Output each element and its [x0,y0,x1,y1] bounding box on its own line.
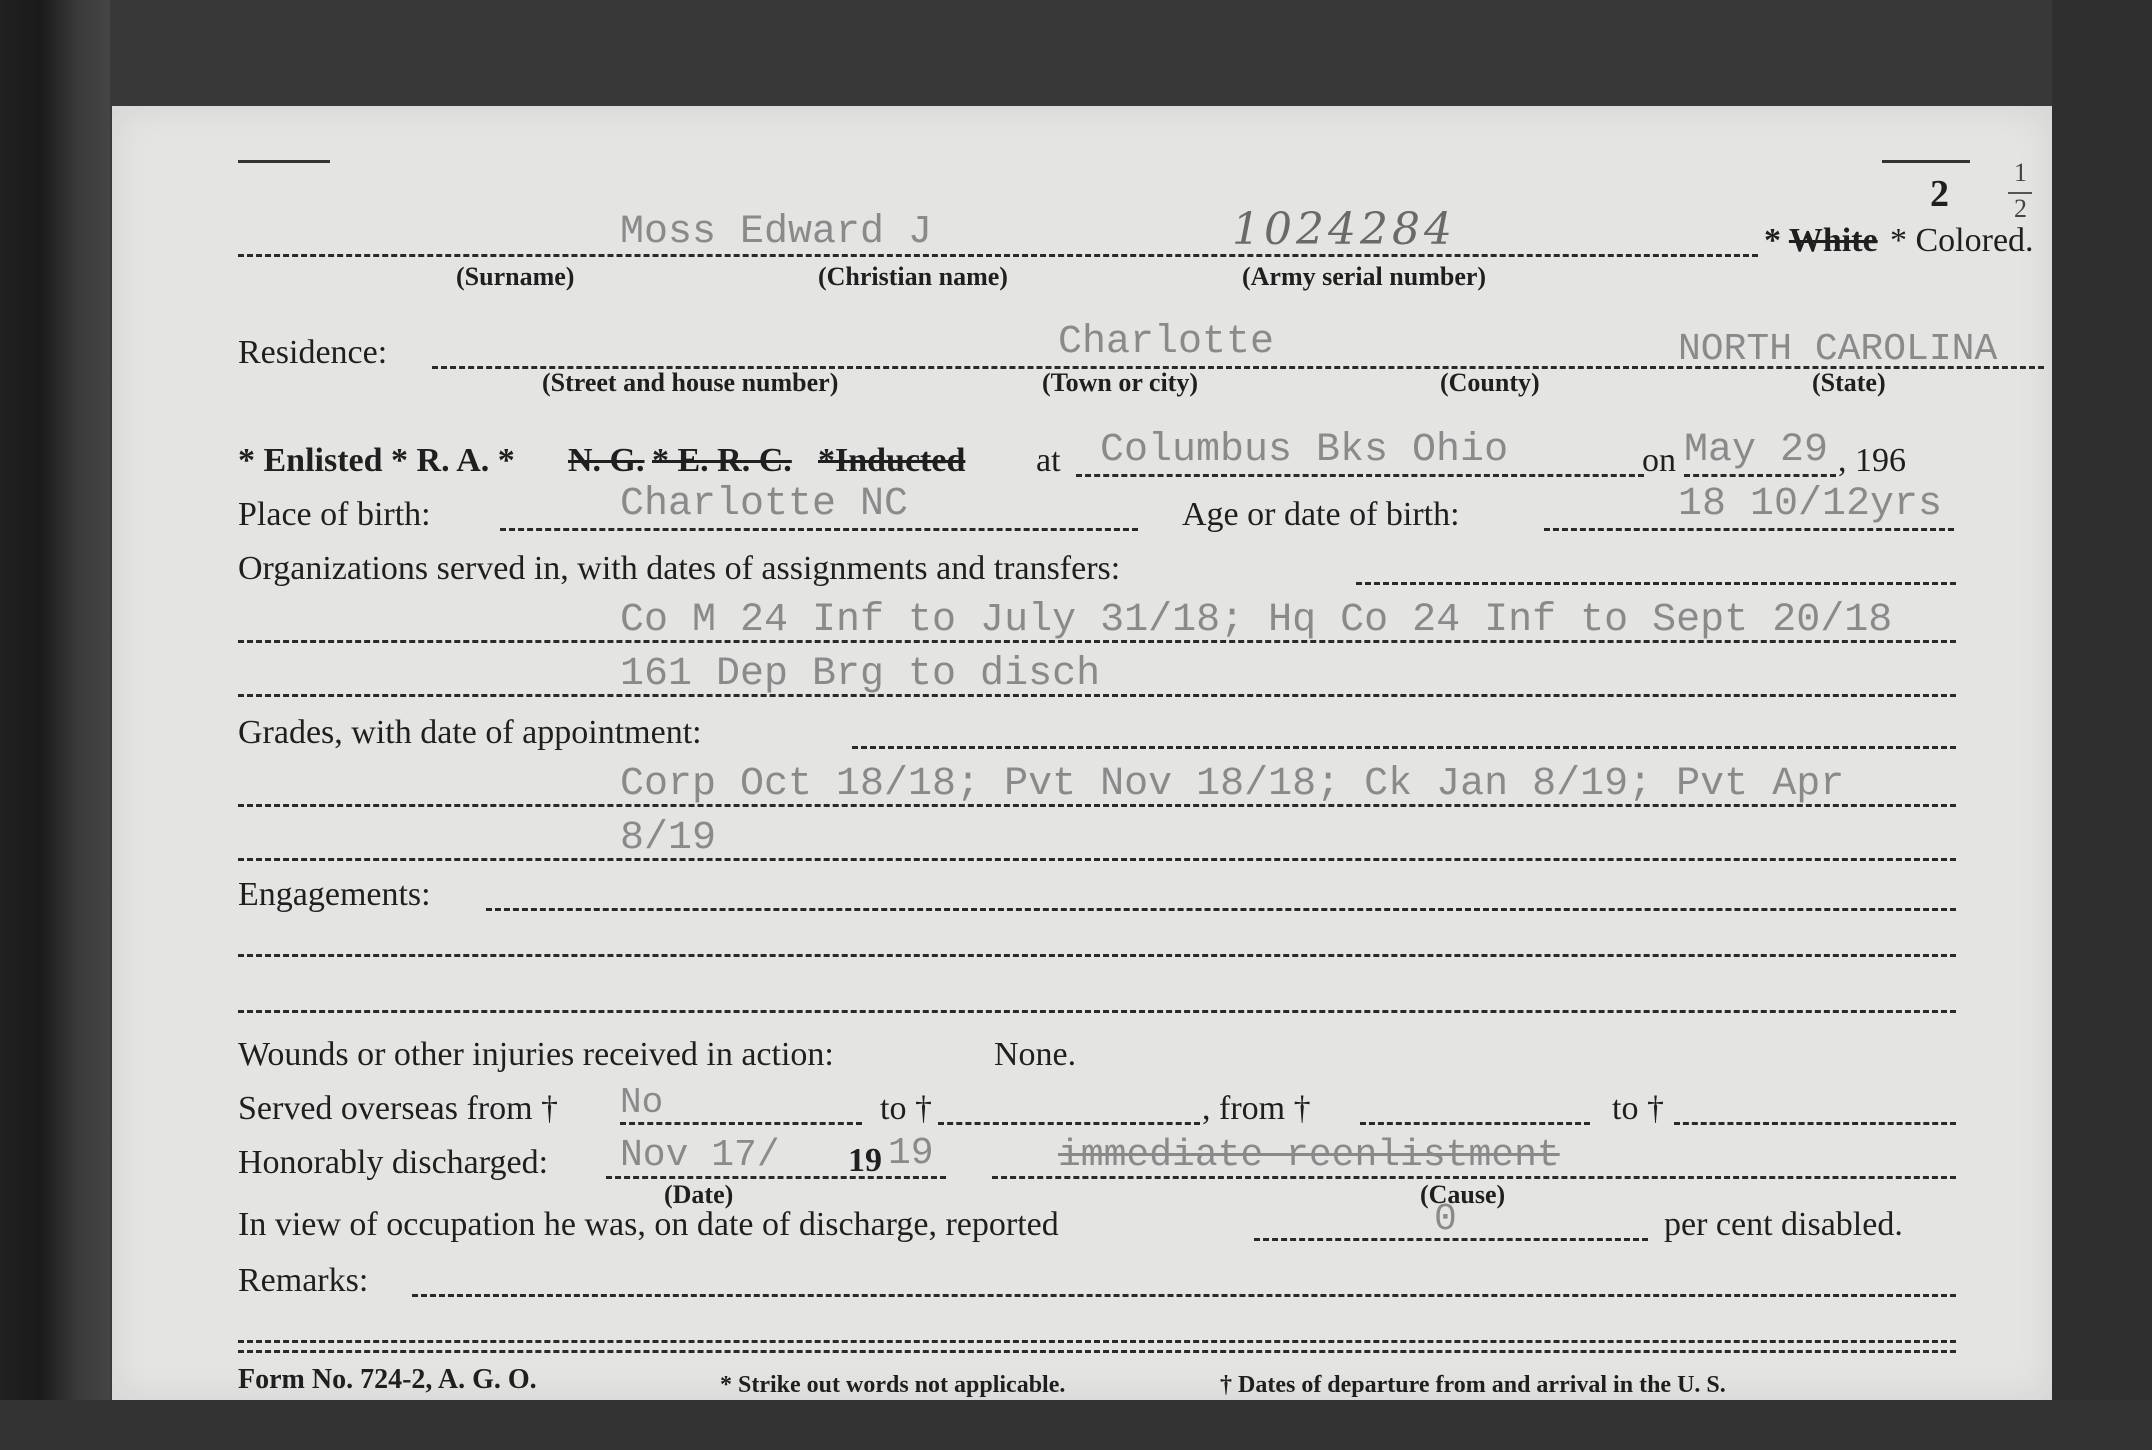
grades-line-2 [238,858,1956,861]
engagements-line-2 [238,1010,1956,1013]
organizations-line2-value: 161 Dep Brg to disch [620,652,1101,697]
surname-name-value: Moss Edward J [620,210,933,255]
discharged-label: Honorably discharged: [238,1144,549,1181]
grades-line-1 [238,804,1956,807]
label-serial-number: (Army serial number) [1242,262,1487,291]
discharged-date-value: Nov 17/ [620,1134,780,1177]
overseas-from-line-2 [1360,1122,1590,1125]
discharged-cause-value: immediate reenlistment [1058,1134,1560,1177]
organizations-line-0 [1356,582,1956,585]
overseas-from-line [620,1122,862,1125]
remarks-line-0 [412,1294,1956,1297]
inducted-year: , 196 [1838,442,1906,479]
service-record-card [112,106,2052,1400]
grades-line1-value: Corp Oct 18/18; Pvt Nov 18/18; Ck Jan 8/19; Pvt Apr [620,762,1845,807]
grades-line2-value: 8/19 [620,816,717,861]
inducted-date-line [1684,474,1836,477]
footnote-strike: * Strike out words not applicable. [720,1372,1066,1398]
footnote-dates: † Dates of departure from and arrival in the U. S. [1220,1372,1726,1398]
birth-place-line [500,528,1138,531]
name-line [238,254,1758,257]
organizations-line-2 [238,694,1956,697]
discharged-date-line [606,1176,946,1179]
birth-place-label: Place of birth: [238,496,431,533]
serial-number-value: 1024284 [1232,204,1456,255]
label-county: (County) [1440,368,1540,397]
overseas-to-label-2: to † [1612,1090,1664,1127]
grades-label: Grades, with date of appointment: [238,714,702,751]
scan-background-left [0,0,110,1450]
overseas-from-label-2: , from † [1202,1090,1311,1127]
residence-city-value: Charlotte [1058,320,1275,365]
overseas-label: Served overseas from † [238,1090,559,1127]
wounds-label: Wounds or other injuries received in action: [238,1036,834,1073]
remarks-label: Remarks: [238,1262,369,1299]
page-number: 2 [1930,173,1949,215]
overseas-to-label: to † [880,1090,932,1127]
enlisted-erc: * E. R. C. [652,442,792,479]
fraction-denominator: 2 [2014,194,2027,223]
discharged-year-print: 19 [848,1142,882,1179]
engagements-line-1 [238,954,1956,957]
race-white: * White [1764,222,1878,259]
remarks-line-1 [238,1340,1956,1343]
overseas-to-line-2 [1674,1122,1956,1125]
enlisted-ng: N. G. [568,442,645,479]
disability-label: In view of occupation he was, on date of discharge, reported [238,1206,1059,1243]
label-date: (Date) [664,1180,734,1209]
wounds-value: None. [994,1036,1077,1073]
discharged-cause-line [992,1176,1956,1179]
organizations-line-1 [238,640,1956,643]
scan-background-bottom [0,1400,2152,1450]
inducted-date-value: May 29 [1684,428,1829,473]
form-number: Form No. 724-2, A. G. O. [238,1364,537,1395]
age-value: 18 10/12yrs [1678,482,1943,527]
engagements-line-0 [486,908,1956,911]
race-colored: * Colored. [1890,222,2034,259]
discharged-year-typed: 19 [888,1132,934,1175]
disability-value: 0 [1434,1198,1457,1241]
enlisted-ra: * Enlisted * R. A. * [238,442,515,479]
label-state: (State) [1812,368,1886,397]
residence-label: Residence: [238,334,388,371]
age-label: Age or date of birth: [1182,496,1460,533]
scan-background-right [2052,0,2152,1450]
overseas-to-line [938,1122,1200,1125]
on-label: on [1642,442,1676,479]
scan-background-top [0,0,2152,110]
grades-line-0 [852,746,1956,749]
inducted-place-value: Columbus Bks Ohio [1100,428,1509,473]
birth-place-value: Charlotte NC [620,482,909,527]
label-christian-name: (Christian name) [818,262,1008,291]
fraction-numerator: 1 [2014,158,2027,187]
at-label: at [1036,442,1061,479]
overseas-value: No [620,1082,664,1123]
label-cause: (Cause) [1420,1180,1506,1209]
top-right-mark [1882,160,1970,163]
residence-state-value: NORTH CAROLINA [1678,328,1998,371]
inducted-place-line [1076,474,1644,477]
enlisted-inducted: *Inducted [818,442,966,479]
organizations-label: Organizations served in, with dates of assignments and transfers: [238,550,1121,587]
engagements-label: Engagements: [238,876,431,913]
label-street: (Street and house number) [542,368,839,397]
label-surname: (Surname) [456,262,575,291]
disability-suffix: per cent disabled. [1664,1206,1903,1243]
top-left-mark [238,160,330,163]
organizations-line1-value: Co M 24 Inf to July 31/18; Hq Co 24 Inf to Sept 20/18 [620,598,1893,643]
remarks-line-2 [238,1350,1956,1353]
label-town: (Town or city) [1042,368,1198,397]
age-line [1544,528,1954,531]
